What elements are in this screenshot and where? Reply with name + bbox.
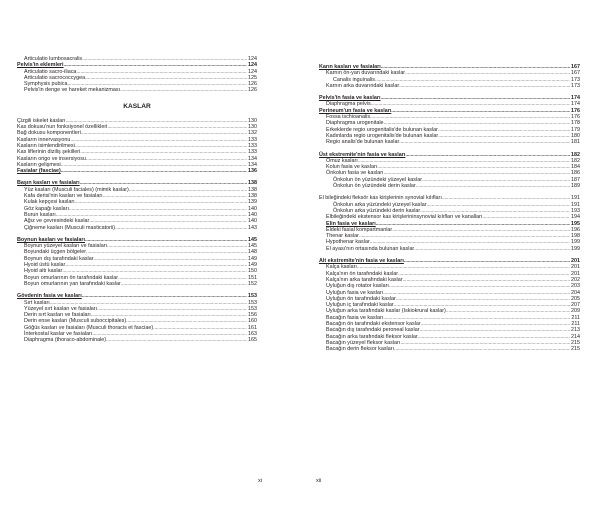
toc-entry-page: 186 — [571, 170, 580, 177]
toc-entry-page: 143 — [248, 224, 257, 231]
toc-entry-title: Önkolun ön yüzündeki derin kaslar — [333, 183, 416, 190]
toc-entry-title: Boynun dış tarafındaki kaslar — [24, 255, 94, 262]
dot-leader — [414, 246, 570, 252]
toc-entry-title: Boynun yüzeyel kasları ve fasiaları — [24, 243, 107, 250]
toc-entry-title: Kasların isimlendirilmesi — [17, 142, 75, 149]
toc-entry-title: Fossa ischioanalis — [326, 114, 371, 121]
toc-entry-page: 151 — [248, 274, 257, 281]
toc-entry-title: Kas dokusu'nun fonksiyonel özellikleri — [17, 124, 108, 131]
toc-entry-title: Ağız ve çevresindeki kaslar — [24, 218, 90, 225]
toc-entry-title: Symphysis pubica — [24, 81, 68, 88]
toc-entry-page: 133 — [248, 149, 257, 156]
toc-entry-title: Boynun kasları ve fasiaları — [17, 236, 86, 243]
toc-entry-page: 198 — [571, 233, 580, 240]
toc-entry-title: Önkolun arka yüzündeki yüzeyel kaslar — [333, 201, 427, 208]
toc-entry-title: Kas liflerinin diziliş şekilleri — [17, 149, 81, 156]
dot-leader — [120, 87, 247, 93]
toc-entry-title: Diaphragma urogenitale — [326, 120, 384, 127]
toc-entry-page: 174 — [571, 95, 580, 102]
toc-entry-title: Bacağın ön tarafındaki ekstensor kaslar — [326, 320, 421, 327]
toc-entry-title: Articulatio sacrococcygea — [24, 74, 86, 81]
dot-leader — [115, 225, 247, 231]
toc-entry-page: 145 — [248, 236, 257, 243]
toc-entry-title: Kasların gelişmesi — [17, 161, 61, 168]
page-number-right: xii — [316, 478, 322, 484]
toc-entry[interactable] — [319, 83, 580, 89]
toc-entry-page: 182 — [571, 157, 580, 164]
toc-entry-page: 179 — [571, 126, 580, 133]
toc-entry-page: 214 — [571, 333, 580, 340]
toc-entry-title: Bacağın derin fleksor kasları — [326, 346, 395, 353]
toc-entry-title: Bacağın yüzeyel fleksor kasları — [326, 339, 401, 346]
toc-entry-title: Hyoid üstü kaslar — [24, 262, 66, 269]
toc-entry-page: 124 — [248, 56, 257, 62]
toc-entry-page: 149 — [248, 255, 257, 262]
toc-entry-page: 153 — [248, 293, 257, 300]
toc-entry-title: Uyluğun fasia ve kasları — [326, 289, 384, 296]
toc-entry-page: 215 — [571, 339, 580, 346]
toc-entry-title: Boyun omurlarının yan tarafındaki kaslar — [24, 280, 121, 287]
toc-entry-title: Thenar kaslar — [326, 233, 359, 240]
toc-entry-title: Boyundaki üçgen bölgeler — [24, 249, 87, 256]
toc-entry-page: 196 — [571, 226, 580, 233]
dot-leader — [416, 183, 570, 189]
dot-leader — [121, 281, 247, 287]
toc-entry-page: 153 — [248, 305, 257, 312]
toc-entry-title: Omuz kasları — [326, 157, 358, 164]
toc-entry-page: 138 — [248, 186, 257, 193]
toc-entry-page: 165 — [248, 337, 257, 344]
toc-entry-title: Göz kapağı kasları — [24, 205, 69, 212]
toc-entry-title: Gövdenin fasia ve kasları — [17, 293, 82, 300]
toc-entry-page: 178 — [571, 120, 580, 127]
toc-entry-title: Hypothenar kaslar — [326, 239, 370, 246]
toc-entry-page: 140 — [248, 211, 257, 218]
toc-entry-page: 191 — [571, 195, 580, 202]
toc-entry-title: Uyluğun ön tarafındaki kaslar — [326, 295, 396, 302]
toc-entry-page: 199 — [571, 245, 580, 252]
toc-entry[interactable] — [17, 281, 257, 287]
toc-entry-page: 211 — [571, 314, 580, 321]
toc-entry-page: 167 — [571, 70, 580, 77]
toc-entry-title: Yüz kasları (Musculi faciales) (mimik kaslar) — [24, 186, 129, 193]
toc-entry-page: 189 — [571, 183, 580, 190]
toc-entry-title: Karnın arka duvarındaki kaslar — [326, 82, 400, 89]
toc-entry-page: 205 — [571, 295, 580, 302]
toc-entry-title: Pelvis'in denge ve hareket mekanizması — [24, 87, 121, 94]
toc-entry-title: Derin sırt kasları ve fasiaları — [24, 312, 91, 319]
toc-entry-page: 191 — [571, 201, 580, 208]
toc-entry-page: 130 — [248, 124, 257, 131]
toc-entry-title: Kulak kepçesi kasları — [24, 199, 75, 206]
toc-entry-title: Kasların origo ve insersiyosu — [17, 155, 86, 162]
toc-entry-page: 126 — [248, 81, 257, 88]
toc-entry[interactable] — [319, 246, 580, 252]
toc-entry-title: Canalis inguinalis — [333, 76, 375, 83]
toc-entry-title: Pelvis'in eklemleri — [17, 62, 64, 69]
toc-entry-page: 134 — [248, 161, 257, 168]
toc-entry-title: Eldeki fasial kompartmanlar — [326, 226, 393, 233]
toc-entry-title: Kadınlarda regio urogenitalis'de bulunan kaslar — [326, 132, 439, 139]
toc-entry-page: 211 — [571, 320, 580, 327]
toc-entry-title: Boyun omurlarının ön tarafındaki kaslar — [24, 274, 119, 281]
toc-entry-page: 184 — [571, 164, 580, 171]
dot-leader — [399, 83, 570, 89]
toc-entry-title: Derin ense kasları (Musculi suboccipitales) — [24, 318, 127, 325]
section-heading: KASLAR — [123, 102, 151, 110]
toc-entry-title: Uyluğun dış rotator kasları — [326, 283, 389, 290]
toc-entry-page: 138 — [248, 193, 257, 200]
toc-entry-page: 180 — [571, 132, 580, 139]
toc-entry-page: 195 — [571, 220, 580, 227]
dot-leader — [106, 337, 247, 343]
toc-entry-page: 126 — [248, 87, 257, 94]
toc-entry-title: Yüzeyel sırt kasları ve fasiaları — [24, 305, 98, 312]
toc-entry-title: Üst ekstremite'nin fasia ve kasları — [319, 151, 406, 158]
toc-entry[interactable] — [17, 87, 257, 93]
toc-entry-page: 163 — [248, 330, 257, 337]
toc-entry-page: 124 — [248, 62, 257, 69]
toc-entry[interactable] — [17, 337, 257, 343]
toc-entry-page: 209 — [571, 308, 580, 315]
toc-entry-page: 201 — [571, 264, 580, 271]
toc-entry-page: 187 — [571, 176, 580, 183]
toc-entry-title: Önkolun arka yüzündeki derin kaslar — [333, 207, 421, 214]
toc-entry-title: Alt ekstremite'nin fasia ve kasları — [319, 258, 404, 265]
toc-entry-page: 181 — [571, 139, 580, 146]
toc-entry-page: 133 — [248, 142, 257, 149]
toc-entry-title: Diaphragma pelvis — [326, 101, 371, 108]
toc-entry-page: 215 — [571, 346, 580, 353]
toc-entry-title: Başın kasları ve fasiaları — [17, 180, 80, 187]
toc-entry-title: Articulatio sacro-iliaca — [24, 68, 77, 75]
toc-entry-page: 194 — [571, 214, 580, 221]
toc-entry-page: 138 — [248, 180, 257, 187]
left-page — [0, 0, 299, 512]
toc-entry[interactable] — [319, 183, 580, 189]
toc-entry-page: 167 — [571, 64, 580, 70]
left-toc — [17, 56, 257, 344]
toc-entry-page: 134 — [248, 155, 257, 162]
toc-entry-page: 176 — [571, 114, 580, 121]
toc-entry-page: 149 — [248, 262, 257, 269]
toc-entry[interactable] — [319, 346, 580, 352]
toc-entry-title: Uyluğun iç tarafındaki kaslar — [326, 302, 394, 309]
toc-entry-title: Elin fasia ve kasları — [326, 220, 376, 227]
toc-entry-page: 124 — [248, 68, 257, 75]
right-toc — [319, 64, 580, 352]
page-number-left: xi — [258, 478, 263, 484]
toc-entry-page: 201 — [571, 270, 580, 277]
toc-entry-page: 145 — [248, 243, 257, 250]
toc-entry-page: 199 — [571, 239, 580, 246]
toc-entry-page: 204 — [571, 289, 580, 296]
toc-entry-title: Önkolun fasia ve kasları — [326, 170, 384, 177]
toc-entry-title: Elbileğindeki ekstensor kas kirişlerininsynovial kılıfları ve kanalları — [326, 214, 483, 221]
toc-entry-title: Önkolun ön yüzündeki yüzeyel kaslar — [333, 176, 422, 183]
toc-entry-page: 136 — [248, 168, 257, 175]
toc-entry-title: Diaphragma (thoraco-abdominale) — [24, 337, 107, 344]
toc-entry-title: Bağ dokusu komponentleri — [17, 130, 81, 137]
dot-leader — [61, 168, 247, 174]
toc-entry-page: 156 — [248, 312, 257, 319]
toc-entry-page: 160 — [248, 318, 257, 325]
toc-entry-title: Karın kasları ve fasiaları — [319, 64, 381, 70]
toc-entry-page: 202 — [571, 276, 580, 283]
toc-entry-page: 161 — [248, 324, 257, 331]
toc-entry-page: 153 — [248, 299, 257, 306]
toc-entry-title: Fasialar (fasciae) — [17, 168, 61, 175]
toc-entry-title: El bileğindeki fleksör kas kirişlerinin synovial kılıfları — [319, 195, 442, 202]
toc-entry-page: 173 — [571, 76, 580, 83]
toc-entry-title: Kafa derisi'nin kasları ve fasiaları — [24, 193, 103, 200]
toc-entry-title: Çizgili iskelet kasları — [17, 117, 66, 124]
toc-entry-page: 182 — [571, 151, 580, 158]
toc-entry-title: İnterkostal kaslar ve fasiaları — [24, 330, 93, 337]
toc-entry[interactable] — [319, 139, 580, 145]
toc-entry-page: 152 — [248, 280, 257, 287]
toc-entry-page: 132 — [248, 130, 257, 137]
toc-entry-page: 203 — [571, 283, 580, 290]
toc-entry-page: 150 — [248, 268, 257, 275]
toc-entry-title: Uyluğun arka tarafındaki kaslar (Iskiokrural kaslar) — [326, 308, 446, 315]
toc-entry-page: 213 — [571, 327, 580, 334]
toc-entry-title: Pelvis'in fasia ve kasları — [319, 95, 381, 102]
toc-entry-title: El ayası'nın ortasında bulunan kaslar — [326, 245, 415, 252]
toc-entry[interactable] — [17, 225, 257, 231]
toc-entry-title: Kalça'nın ön tarafındaki kaslar — [326, 270, 399, 277]
toc-entry-page: 174 — [571, 101, 580, 108]
toc-entry-title: Erkeklerde regio urogenitalis'de bulunan kaslar — [326, 126, 438, 133]
toc-entry[interactable] — [17, 168, 257, 174]
right-page — [299, 0, 599, 512]
toc-entry-page: 133 — [248, 136, 257, 143]
toc-entry-title: Karnın ön-yan duvarındaki kaslar — [326, 70, 406, 77]
toc-entry-page: 201 — [571, 258, 580, 265]
toc-entry-page: 207 — [571, 302, 580, 309]
toc-entry-page: 130 — [248, 117, 257, 124]
toc-entry-title: Bacağın arka tarafındaki fleksor kaslar — [326, 333, 418, 340]
toc-entry-title: Articulatio lumbosacralis — [24, 56, 83, 62]
toc-entry-page: 125 — [248, 74, 257, 81]
toc-entry-page: 139 — [248, 199, 257, 206]
toc-entry-title: Hyoid altı kaslar — [24, 268, 63, 275]
toc-entry-title: Perineum'un fasia ve kasları — [319, 107, 392, 114]
toc-entry-page: 193 — [571, 207, 580, 214]
toc-entry-title: Göğüs kasları ve fasiaları (Musculi thoracis et fasciae) — [24, 324, 154, 331]
toc-entry-page: 176 — [571, 107, 580, 114]
toc-entry-title: Bacağın fasia ve kasları — [326, 314, 384, 321]
toc-entry-title: Burun kasları — [24, 211, 56, 218]
dot-leader — [394, 346, 570, 352]
toc-entry-title: Kalça kasları — [326, 264, 357, 271]
dot-leader — [399, 139, 570, 145]
toc-entry-page: 173 — [571, 82, 580, 89]
toc-entry-title: Bacağın dış tarafındaki peroneal kaslar — [326, 327, 420, 334]
toc-entry-title: Kalça'nın arka tarafındaki kaslar — [326, 276, 403, 283]
toc-entry-title: Kasların innervasyonu — [17, 136, 71, 143]
toc-entry-title: Regio analis'de bulunan kaslar — [326, 139, 400, 146]
toc-entry-page: 140 — [248, 205, 257, 212]
toc-entry-title: Çiğneme kasları (Musculi masticatorii) — [24, 224, 116, 231]
toc-entry-page: 148 — [248, 249, 257, 256]
toc-entry-title: Sırt kasları — [24, 299, 50, 306]
toc-entry-page: 140 — [248, 218, 257, 225]
toc-entry-title: Kolun fasia ve kasları — [326, 164, 378, 171]
